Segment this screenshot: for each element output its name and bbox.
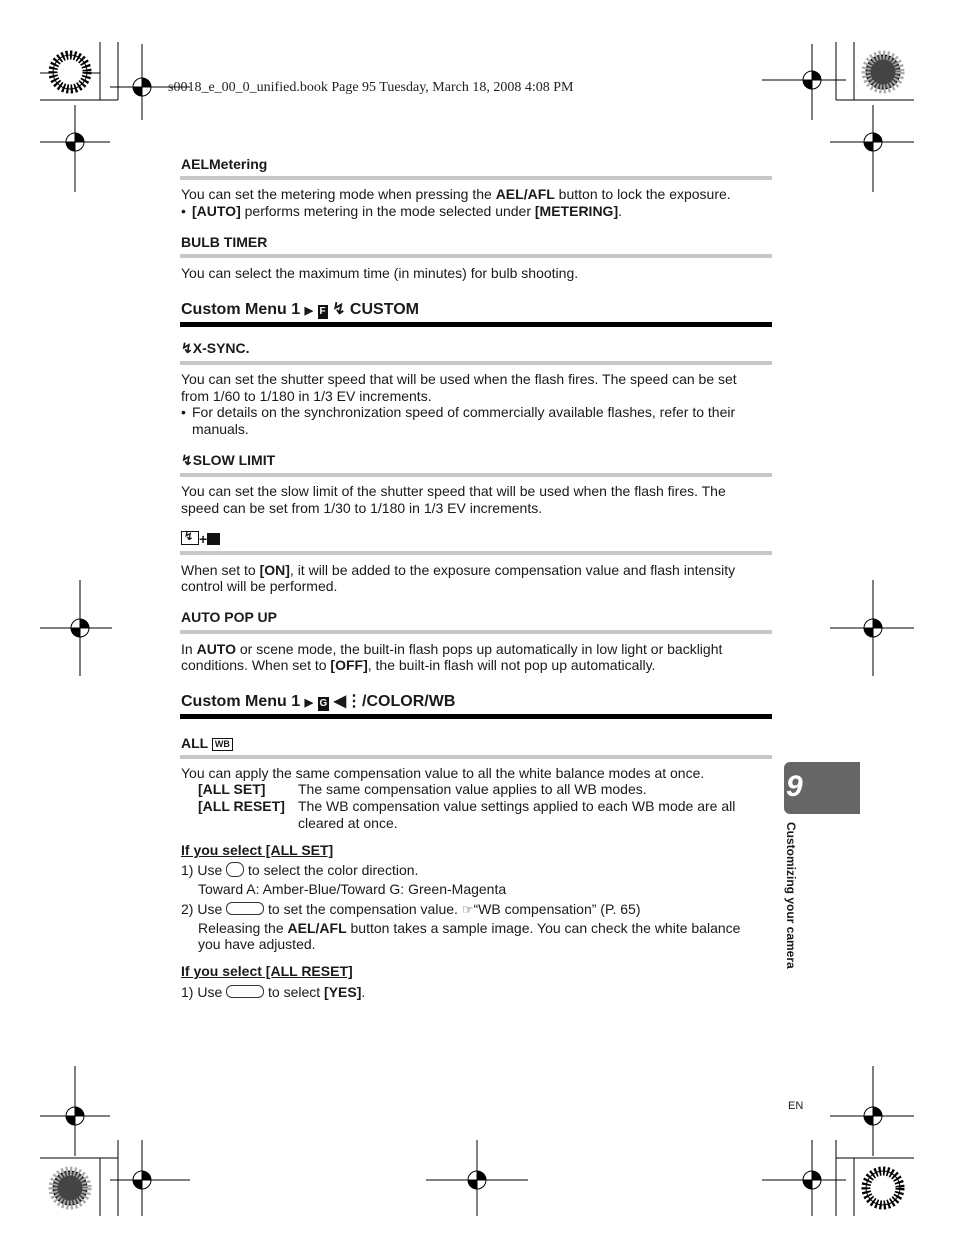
sub-all-set-title: If you select [ALL SET] <box>181 842 334 858</box>
all-set-step2: 2) Use to set the compensation value. ☞“WB compensation” (P. 65) <box>181 901 641 917</box>
opt-all-reset-desc-2: cleared at once. <box>298 815 398 831</box>
xsync-title: ↯X-SYNC. <box>181 340 250 356</box>
xsync-bullet: • <box>181 404 186 420</box>
auto-pop-up-line1: In AUTO or scene mode, the built-in flash pops up automatically in low light or backlight <box>181 641 723 657</box>
bulb-timer-line1: You can select the maximum time (in minutes) for bulb shooting. <box>181 265 579 281</box>
aelmetering-bullet: • <box>181 203 186 219</box>
section-rule <box>180 473 772 477</box>
xsync-line2: from 1/60 to 1/180 in 1/3 EV increments. <box>181 388 432 404</box>
aelmetering-line1: You can set the metering mode when pressing the AEL/AFL button to lock the exposure. <box>181 186 731 202</box>
auto-pop-up-title: AUTO POP UP <box>181 609 277 625</box>
xsync-line4: manuals. <box>192 421 249 437</box>
chapter-label: Customizing your camera <box>784 822 798 969</box>
ael-afl-button-icon: AEL/AFL <box>287 920 347 936</box>
heading-rule <box>180 714 772 719</box>
sub-all-reset-title: If you select [ALL RESET] <box>181 963 353 979</box>
section-rule <box>180 254 772 258</box>
flash-compensation-icon: ↯ <box>181 531 199 545</box>
arrow-right-icon: ▶ <box>304 305 314 317</box>
dial-icon <box>226 862 244 877</box>
opt-all-set-desc: The same compensation value applies to all WB modes. <box>298 781 647 797</box>
all-set-step1: 1) Use to select the color direction. <box>181 862 419 878</box>
flash-plus-ev-title: ↯ + <box>181 531 220 547</box>
auto-mode-icon: AUTO <box>196 641 236 657</box>
all-wb-title: ALL WB <box>181 735 233 751</box>
bulb-timer-title: BULB TIMER <box>181 234 268 250</box>
menu-tab-f-icon: F <box>319 306 326 317</box>
ael-afl-button-icon: AEL/AFL <box>495 186 555 202</box>
chapter-number: 9 <box>786 770 803 803</box>
flash-icon: ↯ <box>332 301 346 318</box>
arrow-pad-icon <box>226 902 264 915</box>
all-set-step1-detail: Toward A: Amber-Blue/Toward G: Green-Magenta <box>198 881 507 897</box>
section-rule <box>180 551 772 555</box>
opt-all-reset-key: [ALL RESET] <box>198 798 285 814</box>
flash-plus-ev-line2: control will be performed. <box>181 578 338 594</box>
section-rule <box>180 630 772 634</box>
section-rule <box>180 176 772 180</box>
auto-pop-up-line2: conditions. When set to [OFF], the built-in flash will not pop up automatically. <box>181 657 656 673</box>
wb-compensation-icon: WB <box>212 738 233 751</box>
arrow-right-icon: ▶ <box>304 697 314 709</box>
image-quality-icon: ◀⋮ <box>333 693 363 710</box>
all-reset-step1: 1) Use to select [YES]. <box>181 984 366 1000</box>
custom-menu-g-heading: Custom Menu 1 ▶ G ◀⋮/COLOR/WB <box>181 693 456 710</box>
opt-all-set-key: [ALL SET] <box>198 781 266 797</box>
exposure-compensation-icon <box>207 533 220 545</box>
heading-rule <box>180 322 772 327</box>
flash-icon: ↯ <box>181 340 193 356</box>
reference-icon: ☞ <box>461 902 474 917</box>
flash-plus-ev-line1: When set to [ON], it will be added to the exposure compensation value and flash intensity <box>181 562 736 578</box>
flash-icon: ↯ <box>181 452 193 468</box>
all-wb-line1: You can apply the same compensation value to all the white balance modes at once. <box>181 765 705 781</box>
custom-menu-f-heading: Custom Menu 1 ▶ F ↯ CUSTOM <box>181 301 419 318</box>
menu-tab-g-icon: G <box>319 698 328 709</box>
arrow-pad-icon <box>226 985 264 998</box>
aelmetering-title: AELMetering <box>181 156 268 172</box>
book-header-line: s0018_e_00_0_unified.book Page 95 Tuesday, March 18, 2008 4:08 PM <box>168 80 574 95</box>
all-set-step2-line2: Releasing the AEL/AFL button takes a sample image. You can check the white balance <box>198 920 741 936</box>
slow-limit-line2: speed can be set from 1/30 to 1/180 in 1/3 EV increments. <box>181 500 543 516</box>
all-set-step2-line3: you have adjusted. <box>198 936 316 952</box>
slow-limit-title: ↯SLOW LIMIT <box>181 452 276 468</box>
section-rule <box>180 755 772 759</box>
slow-limit-line1: You can set the slow limit of the shutter speed that will be used when the flash fires. The <box>181 483 726 499</box>
xsync-line1: You can set the shutter speed that will be used when the flash fires. The speed can be set <box>181 371 737 387</box>
aelmetering-line2: [AUTO] performs metering in the mode selected under [METERING]. <box>192 203 622 219</box>
xsync-line3: For details on the synchronization speed of commercially available flashes, refer to their <box>192 404 736 420</box>
section-rule <box>180 361 772 365</box>
opt-all-reset-desc-1: The WB compensation value settings applied to each WB mode are all <box>298 798 736 814</box>
language-code: EN <box>788 1100 804 1112</box>
